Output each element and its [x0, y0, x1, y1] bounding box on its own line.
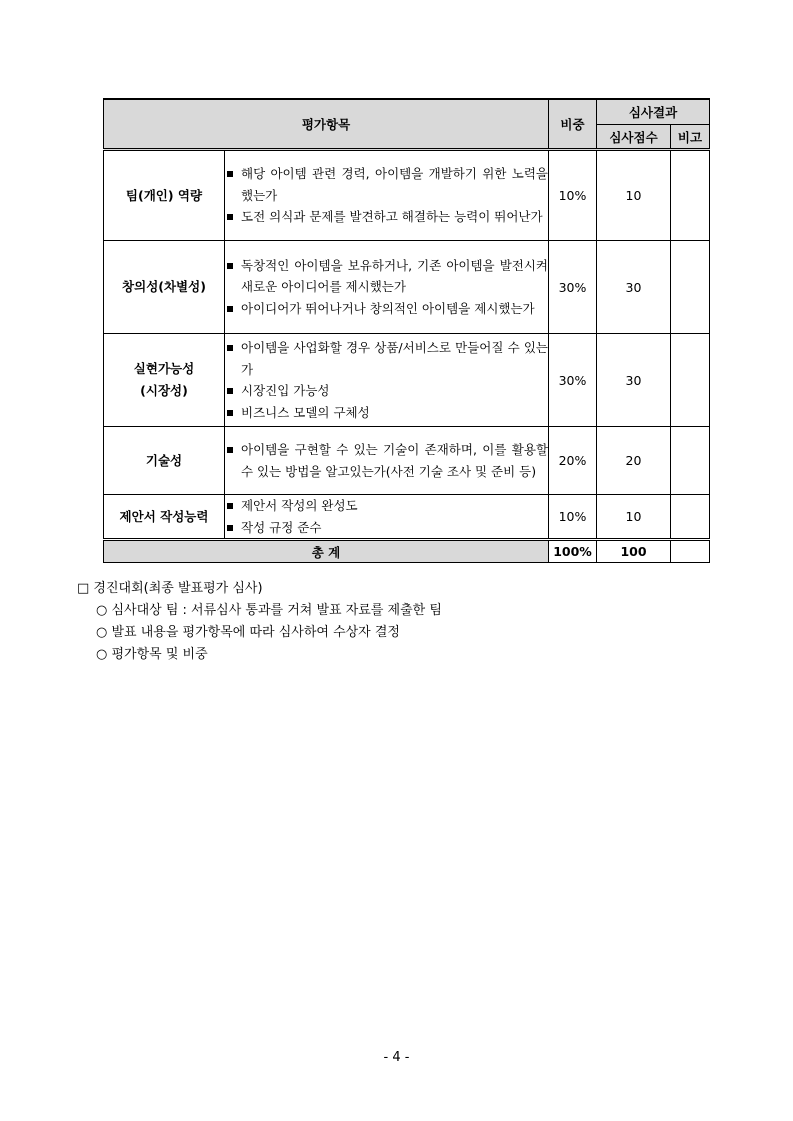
total-weight: 100%	[549, 540, 597, 563]
table-row	[104, 495, 710, 540]
row-score: 30	[597, 334, 671, 427]
row-score: 10	[597, 495, 671, 540]
notes-item: ○ 심사대상 팀 : 서류심사 통과를 거쳐 발표 자료를 제출한 팀	[96, 603, 442, 618]
row-weight: 30%	[549, 334, 597, 427]
evaluation-table	[103, 98, 710, 563]
row-weight: 10%	[549, 495, 597, 540]
row-description	[225, 495, 549, 540]
total-label: 총 계	[104, 540, 549, 563]
bullet-item: 제안서 작성의 완성도	[225, 495, 548, 517]
bullet-item: 시장진입 가능성	[225, 380, 548, 402]
row-category-line: (시장성)	[140, 383, 188, 398]
page-number: - 4 -	[383, 1050, 410, 1065]
row-description	[225, 334, 549, 427]
bullet-item: 비즈니스 모델의 구체성	[225, 402, 548, 424]
row-score: 10	[597, 150, 671, 241]
row-score: 20	[597, 427, 671, 495]
row-remark	[671, 334, 710, 427]
table-row	[104, 150, 710, 241]
bullet-item: 독창적인 아이템을 보유하거나, 기존 아이템을 발전시켜 새로운 아이디어를 제시했는가	[225, 255, 548, 298]
total-row	[104, 540, 710, 563]
header-weight: 비중	[549, 99, 597, 150]
table-row	[104, 334, 710, 427]
header-score: 심사점수	[597, 125, 671, 150]
row-remark	[671, 150, 710, 241]
bullet-item: 아이템을 사업화할 경우 상품/서비스로 만들어질 수 있는가	[225, 337, 548, 380]
row-remark	[671, 495, 710, 540]
row-remark	[671, 241, 710, 334]
row-weight: 20%	[549, 427, 597, 495]
row-category: 팀(개인) 역량	[104, 150, 225, 241]
bullet-item: 도전 의식과 문제를 발견하고 해결하는 능력이 뛰어난가	[225, 206, 548, 228]
row-category-line: 실현가능성	[133, 361, 195, 376]
row-remark	[671, 427, 710, 495]
row-category	[104, 334, 225, 427]
bullet-item: 아이템을 구현할 수 있는 기술이 존재하며, 이를 활용할 수 있는 방법을 알고있는가(사전 기술 조사 및 준비 등)	[225, 439, 548, 482]
bullet-item: 작성 규정 준수	[225, 517, 548, 539]
notes-section	[77, 578, 442, 666]
notes-item: ○ 발표 내용을 평가항목에 따라 심사하여 수상자 결정	[96, 625, 400, 640]
header-item: 평가항목	[104, 99, 549, 150]
row-weight: 30%	[549, 241, 597, 334]
notes-item: ○ 평가항목 및 비중	[96, 647, 208, 662]
row-description	[225, 150, 549, 241]
bullet-item: 해당 아이템 관련 경력, 아이템을 개발하기 위한 노력을 했는가	[225, 163, 548, 206]
table-row	[104, 427, 710, 495]
total-remark	[671, 540, 710, 563]
header-remark: 비고	[671, 125, 710, 150]
row-category: 창의성(차별성)	[104, 241, 225, 334]
header-result: 심사결과	[597, 99, 710, 125]
row-description	[225, 427, 549, 495]
bullet-item: 아이디어가 뛰어나거나 창의적인 아이템을 제시했는가	[225, 298, 548, 320]
row-weight: 10%	[549, 150, 597, 241]
row-category: 제안서 작성능력	[104, 495, 225, 540]
row-description	[225, 241, 549, 334]
table-row	[104, 241, 710, 334]
notes-heading: □ 경진대회(최종 발표평가 심사)	[77, 581, 263, 596]
row-category: 기술성	[104, 427, 225, 495]
total-score: 100	[597, 540, 671, 563]
row-score: 30	[597, 241, 671, 334]
